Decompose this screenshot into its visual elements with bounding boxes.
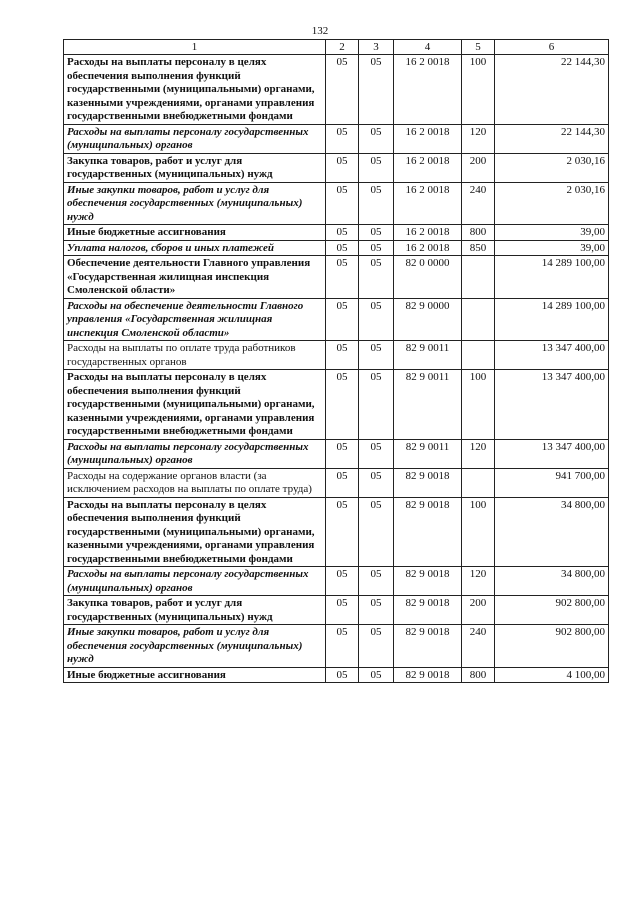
section-code-cell: 05: [326, 468, 359, 497]
amount-cell: 2 030,16: [495, 182, 609, 225]
subsection-code-cell: 05: [359, 439, 394, 468]
target-code-cell: 82 9 0018: [394, 625, 462, 668]
subsection-code-cell: 05: [359, 153, 394, 182]
amount-cell: 34 800,00: [495, 567, 609, 596]
section-code-cell: 05: [326, 667, 359, 683]
expense-type-cell: 800: [462, 667, 495, 683]
target-code-cell: 82 9 0000: [394, 298, 462, 341]
row-name-cell: Иные бюджетные ассигнования: [64, 225, 326, 241]
subsection-code-cell: 05: [359, 497, 394, 567]
row-name-cell: Расходы на выплаты по оплате труда работников государственных органов: [64, 341, 326, 370]
subsection-code-cell: 05: [359, 256, 394, 299]
table-row: [64, 55, 609, 125]
section-code-cell: 05: [326, 497, 359, 567]
amount-cell: 22 144,30: [495, 55, 609, 125]
subsection-code-cell: 05: [359, 225, 394, 241]
expense-type-cell: 200: [462, 596, 495, 625]
section-code-cell: 05: [326, 124, 359, 153]
amount-cell: 902 800,00: [495, 596, 609, 625]
table-row: [64, 567, 609, 596]
amount-cell: 22 144,30: [495, 124, 609, 153]
expense-type-cell: 800: [462, 225, 495, 241]
table-row: [64, 225, 609, 241]
table-row: [64, 341, 609, 370]
subsection-code-cell: 05: [359, 124, 394, 153]
table-row: [64, 153, 609, 182]
amount-cell: 39,00: [495, 225, 609, 241]
target-code-cell: 16 2 0018: [394, 124, 462, 153]
header-cell: 5: [462, 40, 495, 55]
subsection-code-cell: 05: [359, 55, 394, 125]
row-name-cell: Закупка товаров, работ и услуг для государственных (муниципальных) нужд: [64, 596, 326, 625]
table-row: [64, 256, 609, 299]
expense-type-cell: [462, 341, 495, 370]
table-body: [64, 55, 609, 683]
target-code-cell: 16 2 0018: [394, 240, 462, 256]
expense-type-cell: 100: [462, 497, 495, 567]
target-code-cell: 82 9 0011: [394, 341, 462, 370]
amount-cell: 941 700,00: [495, 468, 609, 497]
subsection-code-cell: 05: [359, 667, 394, 683]
table-row: [64, 298, 609, 341]
subsection-code-cell: 05: [359, 468, 394, 497]
target-code-cell: 16 2 0018: [394, 225, 462, 241]
target-code-cell: 82 9 0018: [394, 567, 462, 596]
target-code-cell: 82 9 0018: [394, 667, 462, 683]
header-cell: 1: [64, 40, 326, 55]
table-row: [64, 370, 609, 440]
target-code-cell: 16 2 0018: [394, 182, 462, 225]
amount-cell: 2 030,16: [495, 153, 609, 182]
row-name-cell: Расходы на выплаты персоналу государственных (муниципальных) органов: [64, 567, 326, 596]
amount-cell: 4 100,00: [495, 667, 609, 683]
amount-cell: 13 347 400,00: [495, 341, 609, 370]
section-code-cell: 05: [326, 153, 359, 182]
row-name-cell: Уплата налогов, сборов и иных платежей: [64, 240, 326, 256]
subsection-code-cell: 05: [359, 341, 394, 370]
section-code-cell: 05: [326, 55, 359, 125]
amount-cell: 14 289 100,00: [495, 256, 609, 299]
section-code-cell: 05: [326, 225, 359, 241]
section-code-cell: 05: [326, 439, 359, 468]
section-code-cell: 05: [326, 625, 359, 668]
target-code-cell: 16 2 0018: [394, 55, 462, 125]
section-code-cell: 05: [326, 596, 359, 625]
target-code-cell: 82 9 0011: [394, 370, 462, 440]
row-name-cell: Расходы на выплаты персоналу в целях обеспечения выполнения функций государственными (муниципальными) органами, казенными учреждениями, органами управления государственными внебюджетными фондами: [64, 55, 326, 125]
subsection-code-cell: 05: [359, 370, 394, 440]
expense-type-cell: 850: [462, 240, 495, 256]
target-code-cell: 16 2 0018: [394, 153, 462, 182]
table-row: [64, 439, 609, 468]
table-row: [64, 596, 609, 625]
header-cell: 3: [359, 40, 394, 55]
row-name-cell: Расходы на выплаты персоналу в целях обеспечения выполнения функций государственными (муниципальными) органами, казенными учреждениями, органами управления государственными внебюджетными фондами: [64, 497, 326, 567]
subsection-code-cell: 05: [359, 625, 394, 668]
amount-cell: 39,00: [495, 240, 609, 256]
row-name-cell: Расходы на обеспечение деятельности Главного управления «Государственная жилищная инспекция Смоленской области»: [64, 298, 326, 341]
subsection-code-cell: 05: [359, 182, 394, 225]
row-name-cell: Иные закупки товаров, работ и услуг для обеспечения государственных (муниципальных) нужд: [64, 182, 326, 225]
expense-type-cell: 120: [462, 439, 495, 468]
expense-type-cell: 120: [462, 567, 495, 596]
row-name-cell: Иные бюджетные ассигнования: [64, 667, 326, 683]
target-code-cell: 82 0 0000: [394, 256, 462, 299]
table-row: [64, 240, 609, 256]
row-name-cell: Расходы на содержание органов власти (за исключением расходов на выплаты по оплате труда): [64, 468, 326, 497]
header-cell: 2: [326, 40, 359, 55]
section-code-cell: 05: [326, 298, 359, 341]
table-row: [64, 497, 609, 567]
row-name-cell: Закупка товаров, работ и услуг для государственных (муниципальных) нужд: [64, 153, 326, 182]
amount-cell: 902 800,00: [495, 625, 609, 668]
section-code-cell: 05: [326, 256, 359, 299]
row-name-cell: Иные закупки товаров, работ и услуг для обеспечения государственных (муниципальных) нужд: [64, 625, 326, 668]
expense-type-cell: 200: [462, 153, 495, 182]
row-name-cell: Обеспечение деятельности Главного управления «Государственная жилищная инспекция Смоленской области»: [64, 256, 326, 299]
expense-type-cell: [462, 468, 495, 497]
target-code-cell: 82 9 0011: [394, 439, 462, 468]
section-code-cell: 05: [326, 240, 359, 256]
table-row: [64, 468, 609, 497]
section-code-cell: 05: [326, 341, 359, 370]
header-cell: 6: [495, 40, 609, 55]
table-row: [64, 625, 609, 668]
header-row: [64, 40, 609, 55]
section-code-cell: 05: [326, 567, 359, 596]
table-row: [64, 182, 609, 225]
expense-type-cell: 100: [462, 370, 495, 440]
amount-cell: 13 347 400,00: [495, 370, 609, 440]
amount-cell: 14 289 100,00: [495, 298, 609, 341]
table-row: [64, 667, 609, 683]
subsection-code-cell: 05: [359, 240, 394, 256]
expense-type-cell: [462, 298, 495, 341]
page-number: 132: [311, 25, 329, 37]
expense-type-cell: 240: [462, 625, 495, 668]
target-code-cell: 82 9 0018: [394, 497, 462, 567]
expense-type-cell: 240: [462, 182, 495, 225]
expense-type-cell: 100: [462, 55, 495, 125]
expense-type-cell: [462, 256, 495, 299]
amount-cell: 13 347 400,00: [495, 439, 609, 468]
expense-type-cell: 120: [462, 124, 495, 153]
amount-cell: 34 800,00: [495, 497, 609, 567]
subsection-code-cell: 05: [359, 567, 394, 596]
section-code-cell: 05: [326, 182, 359, 225]
target-code-cell: 82 9 0018: [394, 468, 462, 497]
row-name-cell: Расходы на выплаты персоналу в целях обеспечения выполнения функций государственными (муниципальными) органами, казенными учреждениями, органами управления государственными внебюджетными фондами: [64, 370, 326, 440]
section-code-cell: 05: [326, 370, 359, 440]
subsection-code-cell: 05: [359, 596, 394, 625]
budget-table: [63, 39, 609, 683]
header-cell: 4: [394, 40, 462, 55]
row-name-cell: Расходы на выплаты персоналу государственных (муниципальных) органов: [64, 124, 326, 153]
subsection-code-cell: 05: [359, 298, 394, 341]
row-name-cell: Расходы на выплаты персоналу государственных (муниципальных) органов: [64, 439, 326, 468]
table-row: [64, 124, 609, 153]
target-code-cell: 82 9 0018: [394, 596, 462, 625]
